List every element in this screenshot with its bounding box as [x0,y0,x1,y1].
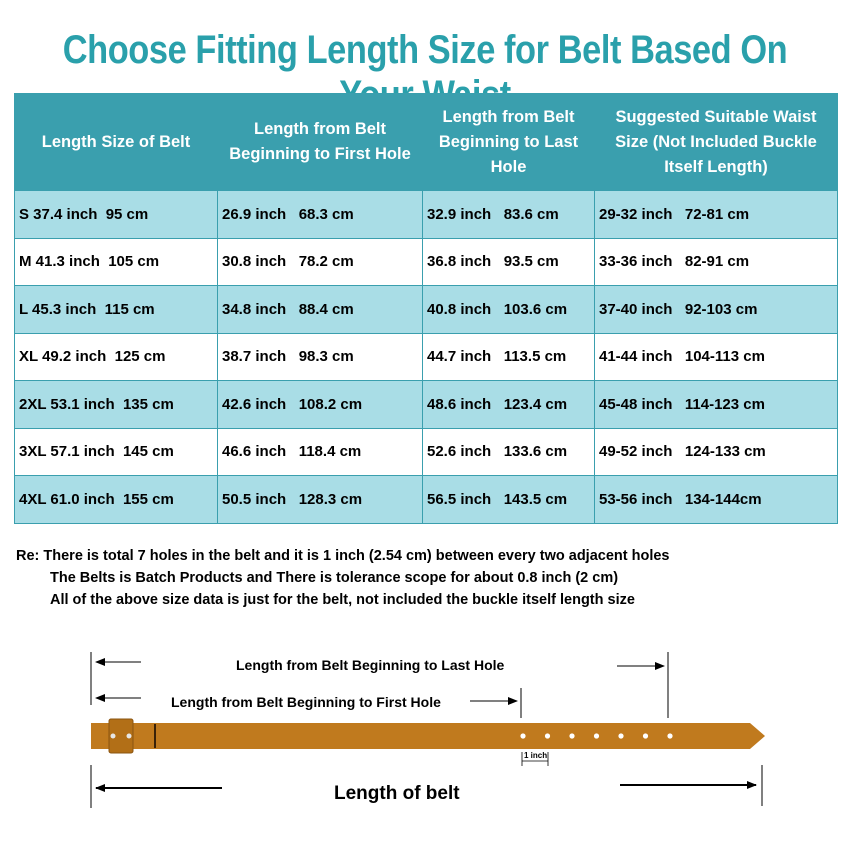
rivet-icon [111,734,116,739]
rivet-icon [127,734,132,739]
cell-belt-size: S 37.4 inch 95 cm [15,191,218,239]
cell-first-hole: 42.6 inch 108.2 cm [218,381,423,429]
last-hole-label: Length from Belt Beginning to Last Hole [236,657,505,673]
cell-waist-size: 53-56 inch 134-144cm [595,476,838,524]
table-row [15,381,838,429]
cell-belt-size: 3XL 57.1 inch 145 cm [15,428,218,476]
belt-hole [667,733,672,738]
page-title: Choose Fitting Length Size for Belt Based On [62,28,788,72]
table-row [15,428,838,476]
table-row [15,333,838,381]
cell-last-hole: 40.8 inch 103.6 cm [423,286,595,334]
cell-waist-size: 41-44 inch 104-113 cm [595,333,838,381]
belt-hole [545,733,550,738]
belt-strap [91,723,765,749]
belt-hole [594,733,599,738]
cell-last-hole: 52.6 inch 133.6 cm [423,428,595,476]
belt-hole [520,733,525,738]
inch-label: 1 inch [524,751,548,760]
cell-first-hole: 38.7 inch 98.3 cm [218,333,423,381]
note-tolerance: The Belts is Batch Products and There is tolerance scope for about 0.8 inch (2 cm) [50,570,619,586]
cell-belt-size: L 45.3 inch 115 cm [15,286,218,334]
header-waist-size: Suggested Suitable Waist Size (Not Included Buckle Itself Length) [595,94,838,191]
cell-last-hole: 56.5 inch 143.5 cm [423,476,595,524]
table-row [15,286,838,334]
table-row [15,476,838,524]
table-row [15,238,838,286]
header-last-hole: Length from Belt Beginning to Last Hole [423,94,595,191]
size-table [14,93,838,524]
header-first-hole: Length from Belt Beginning to First Hole [218,94,423,191]
cell-waist-size: 49-52 inch 124-133 cm [595,428,838,476]
cell-last-hole: 32.9 inch 83.6 cm [423,191,595,239]
cell-first-hole: 26.9 inch 68.3 cm [218,191,423,239]
table-row [15,191,838,239]
cell-first-hole: 34.8 inch 88.4 cm [218,286,423,334]
cell-waist-size: 37-40 inch 92-103 cm [595,286,838,334]
cell-waist-size: 29-32 inch 72-81 cm [595,191,838,239]
first-hole-label: Length from Belt Beginning to First Hole [171,694,441,710]
belt-hole [618,733,623,738]
belt-hole [643,733,648,738]
notes [16,545,669,611]
table-header-row [15,94,838,191]
header-belt-size: Length Size of Belt [15,94,218,191]
cell-belt-size: XL 49.2 inch 125 cm [15,333,218,381]
cell-first-hole: 30.8 inch 78.2 cm [218,238,423,286]
belt-length-label: Length of belt [334,783,460,804]
belt-diagram [0,640,850,840]
cell-first-hole: 50.5 inch 128.3 cm [218,476,423,524]
cell-waist-size: 45-48 inch 114-123 cm [595,381,838,429]
belt-hole [569,733,574,738]
note-buckle: All of the above size data is just for the belt, not included the buckle itself length size [50,592,635,608]
cell-belt-size: 4XL 61.0 inch 155 cm [15,476,218,524]
cell-first-hole: 46.6 inch 118.4 cm [218,428,423,476]
cell-waist-size: 33-36 inch 82-91 cm [595,238,838,286]
note-holes: Re: There is total 7 holes in the belt and it is 1 inch (2.54 cm) between every two adjacent holes [16,548,670,564]
cell-last-hole: 36.8 inch 93.5 cm [423,238,595,286]
cell-belt-size: M 41.3 inch 105 cm [15,238,218,286]
cell-last-hole: 44.7 inch 113.5 cm [423,333,595,381]
cell-belt-size: 2XL 53.1 inch 135 cm [15,381,218,429]
cell-last-hole: 48.6 inch 123.4 cm [423,381,595,429]
